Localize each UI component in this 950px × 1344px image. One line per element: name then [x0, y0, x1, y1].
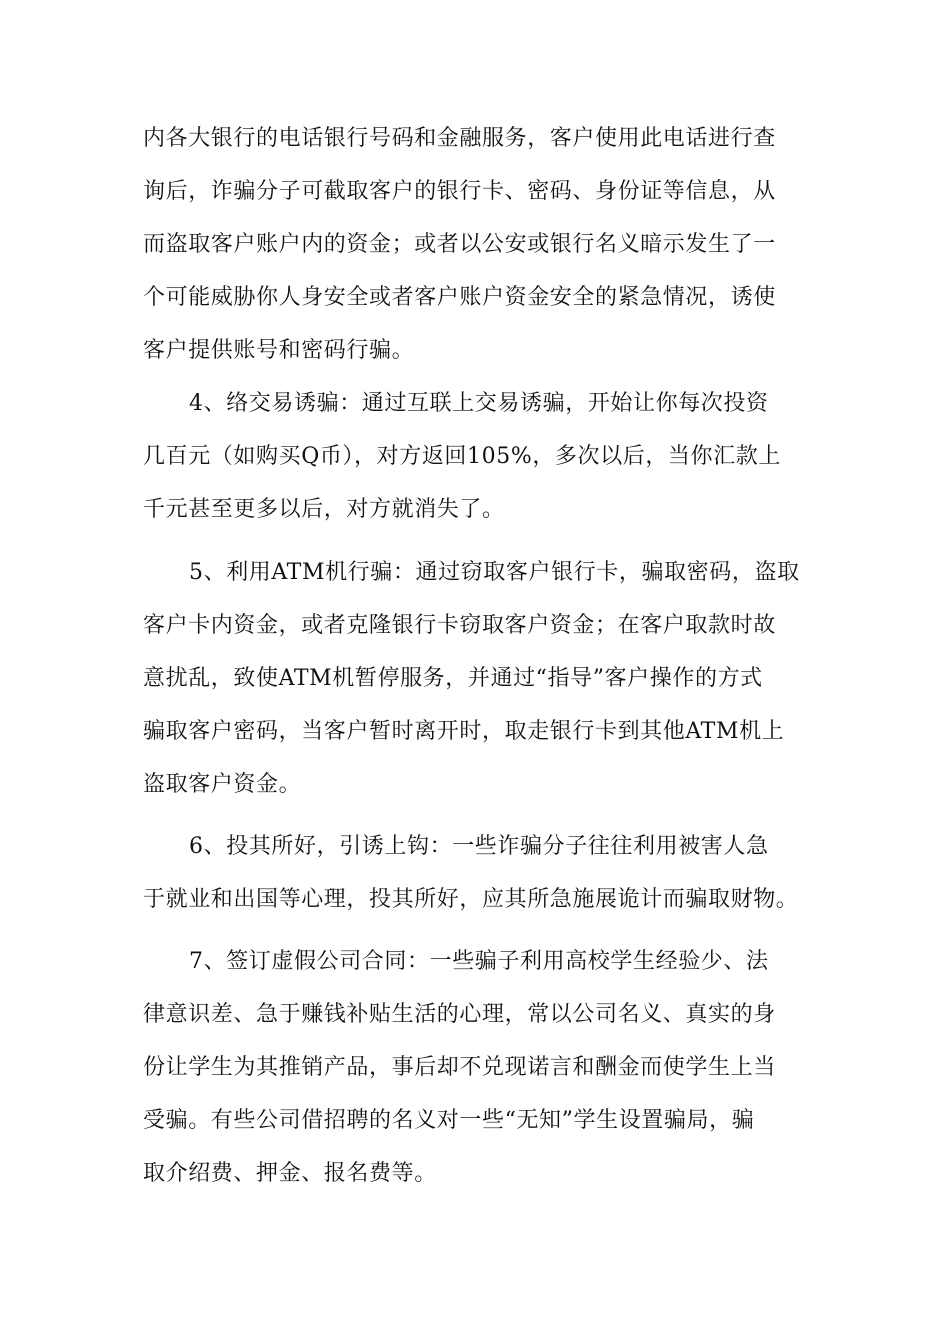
paragraph-phone-banking-fraud — [143, 112, 823, 377]
text-line: 客户卡内资金，或者克隆银行卡窃取客户资金；在客户取款时故 — [143, 613, 776, 638]
text-line: 受骗。有些公司借招聘的名义对一些“无知”学生设置骗局，骗 — [143, 1108, 755, 1133]
text-line: 骗取客户密码，当客户暂时离开时，取走银行卡到其他ATM机上 — [143, 719, 785, 744]
text-line: 5、利用ATM机行骗：通过窃取客户银行卡，骗取密码，盗取 — [189, 560, 800, 585]
text-line: 取介绍费、押金、报名费等。 — [143, 1161, 437, 1186]
text-line: 内各大银行的电话银行号码和金融服务，客户使用此电话进行查 — [143, 126, 776, 151]
text-line: 个可能威胁你人身安全或者客户账户资金安全的紧急情况，诱使 — [143, 285, 776, 310]
text-line: 6、投其所好，引诱上钩：一些诈骗分子往往利用被害人急 — [189, 834, 769, 859]
paragraph-atm-fraud — [143, 546, 823, 811]
text-line: 于就业和出国等心理，投其所好，应其所急施展诡计而骗取财物。 — [143, 887, 799, 912]
text-line: 7、签订虚假公司合同：一些骗子利用高校学生经验少、法 — [189, 949, 769, 974]
text-line: 律意识差、急于赚钱补贴生活的心理，常以公司名义、真实的身 — [143, 1002, 776, 1027]
text-line: 盗取客户资金。 — [143, 772, 302, 797]
text-line: 千元甚至更多以后，对方就消失了。 — [143, 497, 505, 522]
text-line: 询后，诈骗分子可截取客户的银行卡、密码、身份证等信息，从 — [143, 179, 776, 204]
text-line: 而盗取客户账户内的资金；或者以公安或银行名义暗示发生了一 — [143, 232, 776, 257]
text-line: 几百元（如购买Q币），对方返回105%，多次以后，当你汇款上 — [143, 444, 781, 469]
text-line: 份让学生为其推销产品，事后却不兑现诺言和酬金而使学生上当 — [143, 1055, 776, 1080]
paragraph-lure-fraud — [143, 820, 823, 926]
paragraph-fake-contract-fraud — [143, 935, 823, 1200]
text-line: 客户提供账号和密码行骗。 — [143, 338, 415, 363]
text-line: 4、络交易诱骗：通过互联上交易诱骗，开始让你每次投资 — [189, 391, 769, 416]
paragraph-online-trading-fraud — [143, 377, 823, 536]
text-line: 意扰乱，致使ATM机暂停服务，并通过“指导”客户操作的方式 — [143, 666, 763, 691]
